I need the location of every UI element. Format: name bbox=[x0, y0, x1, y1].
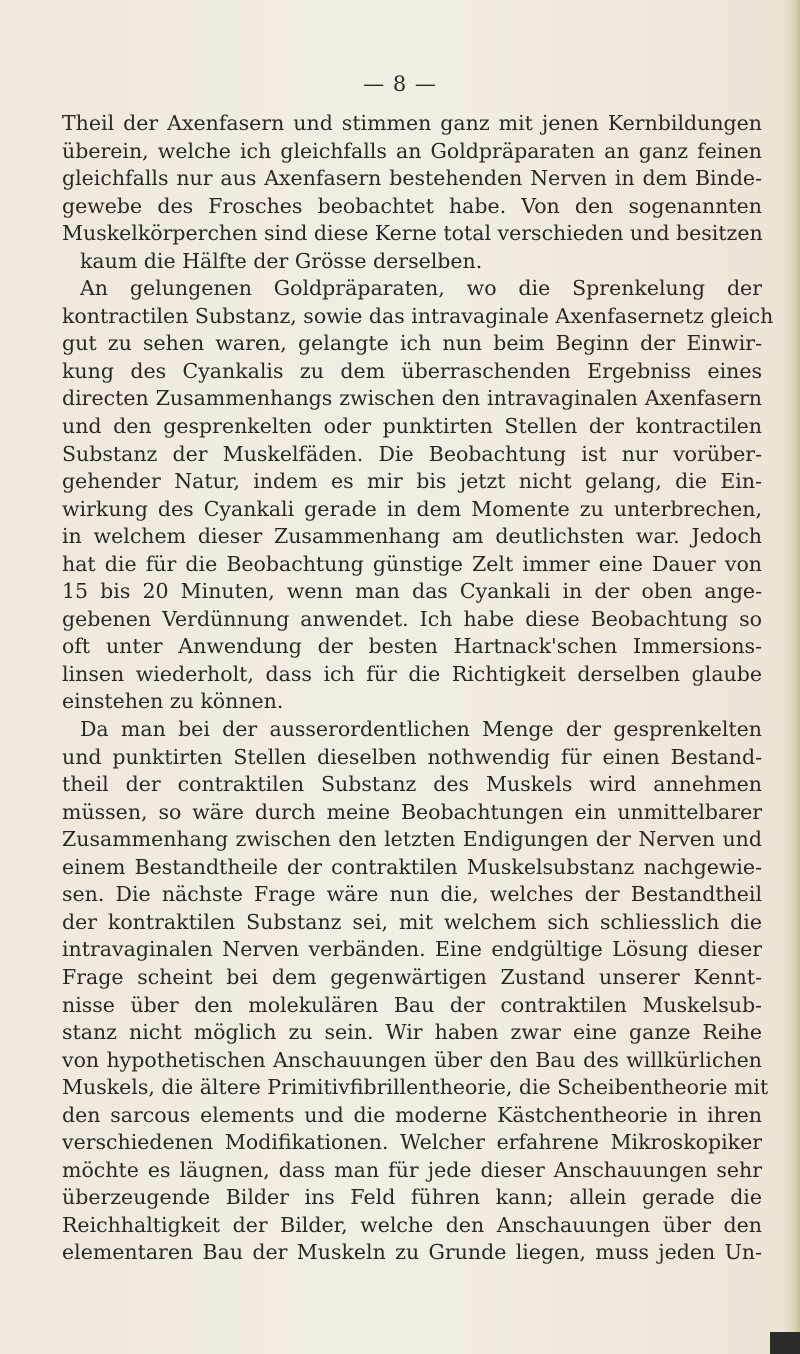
text-line: Frage scheint bei dem gegenwärtigen Zustand unserer Kennt- bbox=[62, 964, 762, 989]
paragraph-start-line: An gelungenen Goldpräparaten, wo die Sprenkelung der bbox=[80, 276, 762, 301]
text-line: gut zu sehen waren, gelangte ich nun beim Beginn der Einwir- bbox=[62, 331, 762, 356]
text-line: gleichfalls nur aus Axenfasern bestehenden Nerven in dem Binde- bbox=[62, 166, 762, 191]
page-number: — 8 — bbox=[363, 72, 437, 96]
text-line: directen Zusammenhangs zwischen den intravaginalen Axenfasern bbox=[62, 386, 762, 411]
text-line: wirkung des Cyankali gerade in dem Momente zu unterbrechen, bbox=[62, 496, 762, 521]
text-line: kung des Cyankalis zu dem überraschenden Ergebniss eines bbox=[62, 358, 762, 383]
text-line: Theil der Axenfasern und stimmen ganz mit jenen Kernbildungen bbox=[62, 111, 762, 135]
text-line: der kontraktilen Substanz sei, mit welchem sich schliesslich die bbox=[62, 909, 762, 934]
text-line: verschiedenen Modifikationen. Welcher erfahrene Mikroskopiker bbox=[62, 1130, 762, 1155]
paragraph-start-line: Da man bei der ausserordentlichen Menge der gesprenkelten bbox=[80, 717, 762, 742]
page-edge-shadow bbox=[782, 0, 800, 1354]
text-line: in welchem dieser Zusammenhang am deutlichsten war. Jedoch bbox=[62, 524, 762, 549]
text-line: gewebe des Frosches beobachtet habe. Von den sogenannten bbox=[62, 193, 762, 218]
text-line: nisse über den molekulären Bau der contraktilen Muskelsub- bbox=[62, 992, 762, 1017]
text-line: linsen wiederholt, dass ich für die Richtigkeit derselben glaube bbox=[62, 661, 762, 686]
text-line: überein, welche ich gleichfalls an Goldpräparaten an ganz feinen bbox=[62, 138, 762, 163]
text-line: müssen, so wäre durch meine Beobachtungen ein unmittelbarer bbox=[62, 799, 762, 824]
text-line: Reichhaltigkeit der Bilder, welche den Anschauungen über den bbox=[62, 1212, 762, 1237]
text-line: Muskelkörperchen sind diese Kerne total verschieden und besitzen bbox=[62, 221, 763, 246]
text-line: theil der contraktilen Substanz des Muskels wird annehmen bbox=[62, 772, 762, 797]
text-line: gehender Natur, indem es mir bis jetzt nicht gelang, die Ein- bbox=[62, 469, 762, 494]
text-line: sen. Die nächste Frage wäre nun die, welches der Bestandtheil bbox=[62, 882, 762, 907]
scan-corner-mark bbox=[770, 1332, 800, 1354]
text-line: einem Bestandtheile der contraktilen Muskelsubstanz nachgewie- bbox=[62, 854, 762, 879]
text-line: einstehen zu können. bbox=[62, 689, 284, 714]
text-line: 15 bis 20 Minuten, wenn man das Cyankali in der oben ange- bbox=[62, 579, 762, 604]
text-line: Zusammenhang zwischen den letzten Endigungen der Nerven und bbox=[62, 827, 762, 852]
text-line: von hypothetischen Anschauungen über den Bau des willkürlichen bbox=[62, 1047, 762, 1072]
body-text bbox=[62, 110, 774, 1267]
text-line: elementaren Bau der Muskeln zu Grunde liegen, muss jeden Un- bbox=[62, 1240, 762, 1265]
text-line: hat die für die Beobachtung günstige Zelt immer eine Dauer von bbox=[62, 551, 762, 576]
text-line: gebenen Verdünnung anwendet. Ich habe diese Beobachtung so bbox=[62, 606, 762, 631]
text-line: kaum die Hälfte der Grösse derselben. bbox=[80, 248, 483, 273]
text-line: intravaginalen Nerven verbänden. Eine endgültige Lösung dieser bbox=[62, 937, 762, 962]
text-line: Substanz der Muskelfäden. Die Beobachtung ist nur vorüber- bbox=[62, 441, 762, 466]
text-line: kontractilen Substanz, sowie das intravaginale Axenfasernetz gleich bbox=[62, 303, 774, 328]
text-line: oft unter Anwendung der besten Hartnack'schen Immersions- bbox=[62, 634, 762, 659]
text-line: möchte es läugnen, dass man für jede dieser Anschauungen sehr bbox=[62, 1157, 762, 1182]
text-line: überzeugende Bilder ins Feld führen kann; allein gerade die bbox=[62, 1185, 762, 1210]
text-line: und den gesprenkelten oder punktirten Stellen der kontractilen bbox=[62, 414, 762, 439]
text-line: stanz nicht möglich zu sein. Wir haben zwar eine ganze Reihe bbox=[62, 1020, 762, 1045]
text-line: den sarcous elements und die moderne Kästchentheorie in ihren bbox=[62, 1102, 762, 1127]
text-line: und punktirten Stellen dieselben nothwendig für einen Bestand- bbox=[62, 744, 762, 769]
text-line: Muskels, die ältere Primitivfibrillentheorie, die Scheibentheorie mit bbox=[62, 1075, 769, 1100]
